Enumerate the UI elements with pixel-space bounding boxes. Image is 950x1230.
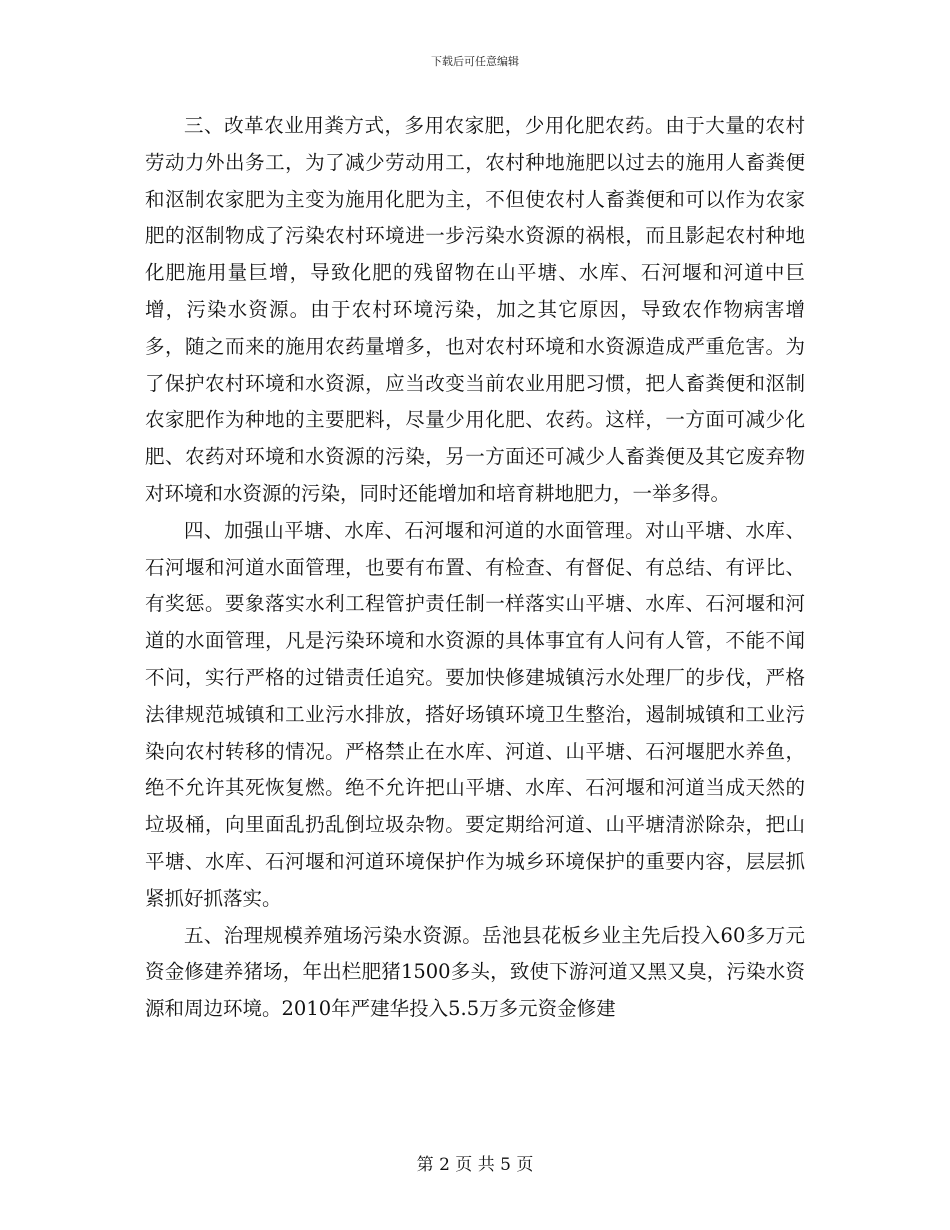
page-header: 下载后可任意编辑	[431, 55, 519, 68]
page-footer: 第 2 页 共 5 页	[416, 1155, 534, 1175]
paragraph-4: 四、加强山平塘、水库、石河堰和河道的水面管理。对山平塘、水库、石河堰和河道水面管理，也要有布置、有检查、有督促、有总结、有评比、有奖惩。要象落实水利工程管护责任制一样落实山平塘、水库、石河堰和河道的水面管理，凡是污染环境和水资源的具体事宜有人问有人管，不能不闻不问，实行严格的过错责任追究。要加快修建城镇污水处理厂的步伐，严格法律规范城镇和工业污水排放，搭好场镇环境卫生整治，遏制城镇和工业污染向农村转移的情况。严格禁止在水库、河道、山平塘、石河堰肥水养鱼，绝不允许其死恢复燃。绝不允许把山平塘、水库、石河堰和河道当成天然的垃圾桶，向里面乱扔乱倒垃圾杂物。要定期给河道、山平塘清淤除杂，把山平塘、水库、石河堰和河道环境保护作为城乡环境保护的重要内容，层层抓紧抓好抓落实。	[145, 518, 805, 910]
document-body	[145, 108, 805, 1028]
paragraph-3: 三、改革农业用粪方式，多用农家肥，少用化肥农药。由于大量的农村劳动力外出务工，为了减少劳动用工，农村种地施肥以过去的施用人畜粪便和沤制农家肥为主变为施用化肥为主，不但使农村人畜粪便和可以作为农家肥的沤制物成了污染农村环境进一步污染水资源的祸根，而且影起农村种地化肥施用量巨增，导致化肥的残留物在山平塘、水库、石河堰和河道中巨增，污染水资源。由于农村环境污染，加之其它原因，导致农作物病害增多，随之而来的施用农药量增多，也对农村环境和水资源造成严重危害。为了保护农村环境和水资源，应当改变当前农业用肥习惯，把人畜粪便和沤制农家肥作为种地的主要肥料，尽量少用化肥、农药。这样，一方面可减少化肥、农药对环境和水资源的污染，另一方面还可减少人畜粪便及其它废弃物对环境和水资源的污染，同时还能增加和培育耕地肥力，一举多得。	[145, 114, 805, 505]
paragraph-5: 五、治理规模养殖场污染水资源。岳池县花板乡业主先后投入60多万元资金修建养猪场，年出栏肥猪1500多头，致使下游河道又黑又臭，污染水资源和周边环境。2010年严建华投入5.5万多元资金修建	[145, 923, 805, 1021]
